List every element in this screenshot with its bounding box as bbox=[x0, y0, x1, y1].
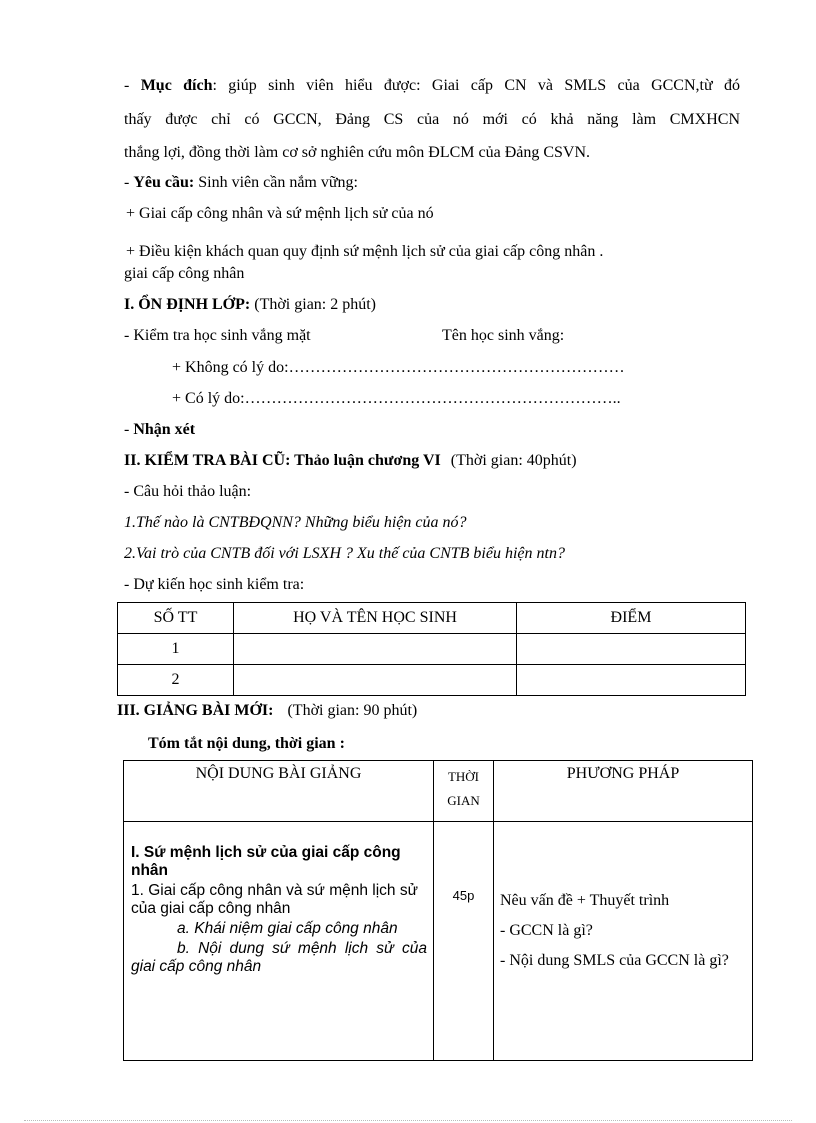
lesson-point-b: b. Nội dung sứ mệnh lịch sử của giai cấp công nhân bbox=[131, 940, 427, 975]
section1-time: (Thời gian: 2 phút) bbox=[250, 296, 377, 313]
lesson-table-header bbox=[124, 761, 753, 822]
question-2-text: 2.Vai trò của CNTB đối với LSXH ? Xu thế của CNTB biểu hiện ntn? bbox=[124, 545, 565, 562]
question-1 bbox=[124, 513, 467, 533]
table-header-row bbox=[118, 603, 746, 634]
section2-title: II. KIỂM TRA BÀI CŨ: Thảo luận chương VI bbox=[124, 452, 441, 469]
lesson-content-cell bbox=[124, 822, 434, 1061]
requirement-line: - Yêu cầu: Sinh viên cần nắm vững: bbox=[124, 174, 358, 191]
remark-line: - Nhận xét bbox=[124, 421, 196, 438]
questions-label: - Câu hỏi thảo luận: bbox=[124, 483, 252, 500]
requirement-item-2-cont: giai cấp công nhân bbox=[124, 265, 245, 282]
page-bottom-divider bbox=[24, 1120, 792, 1121]
purpose-line-3: thắng lợi, đồng thời làm cơ sở nghiên cứu môn ĐLCM của Đảng CSVN. bbox=[124, 144, 591, 161]
summary-label bbox=[148, 734, 345, 754]
col-header-time bbox=[434, 761, 494, 822]
col-header-content: NỘI DUNG BÀI GIẢNG bbox=[124, 761, 434, 822]
lesson-plan-table bbox=[123, 760, 753, 1061]
method-line-2: - GCCN là gì? bbox=[500, 922, 593, 939]
question-1-text: 1.Thế nào là CNTBĐQNN? Những biểu hiện của nó? bbox=[124, 514, 467, 531]
table-row bbox=[118, 634, 746, 665]
requirement-item-1: + Giai cấp công nhân và sứ mệnh lịch sử của nó bbox=[126, 205, 434, 222]
row-number: 1 bbox=[118, 634, 234, 665]
remark-label: Nhận xét bbox=[133, 421, 196, 438]
requirement-label: Yêu cầu: bbox=[133, 174, 195, 191]
section1-title: I. ỔN ĐỊNH LỚP: bbox=[124, 296, 251, 313]
lesson-table-row bbox=[124, 822, 753, 1061]
absent-names-label: Tên học sinh vắng: bbox=[442, 327, 565, 344]
col-header-no: SỐ TT bbox=[118, 603, 234, 634]
col-header-score: ĐIỂM bbox=[517, 603, 746, 634]
section3-heading bbox=[117, 701, 417, 721]
col-header-method: PHƯƠNG PHÁP bbox=[494, 761, 753, 822]
requirement-text: Sinh viên cần nắm vững: bbox=[194, 174, 358, 191]
expected-students-label: - Dự kiến học sinh kiểm tra: bbox=[124, 576, 305, 593]
student-name-cell bbox=[234, 665, 517, 696]
purpose-line-2: thấy được chỉ có GCCN, Đảng CS của nó mới có khả năng làm CMXHCN bbox=[124, 111, 740, 128]
method-line-1: Nêu vấn đề + Thuyết trình bbox=[500, 892, 670, 909]
score-cell bbox=[517, 634, 746, 665]
purpose-text-1: : giúp sinh viên hiểu được: Giai cấp CN và SMLS của GCCN,từ đó bbox=[212, 77, 741, 94]
lesson-point-a: a. Khái niệm giai cấp công nhân bbox=[177, 920, 398, 937]
section2-time: (Thời gian: 40phút) bbox=[450, 452, 577, 469]
lesson-method-cell bbox=[494, 822, 753, 1061]
with-reason-line: + Có lý do:…………………………………………………………….. bbox=[172, 390, 621, 407]
student-check-table bbox=[117, 602, 746, 696]
section3-time: (Thời gian: 90 phút) bbox=[287, 702, 418, 719]
purpose-label: Mục đích bbox=[140, 77, 213, 94]
row-number: 2 bbox=[118, 665, 234, 696]
section2-heading bbox=[124, 451, 577, 471]
requirement-item-2: + Điều kiện khách quan quy định sứ mệnh lịch sử của giai cấp công nhân . bbox=[126, 243, 604, 260]
section1-heading bbox=[124, 295, 376, 315]
col-header-name: HỌ VÀ TÊN HỌC SINH bbox=[234, 603, 517, 634]
attendance-check: - Kiểm tra học sinh vắng mặt bbox=[124, 327, 311, 344]
purpose-line-1: - Mục đích: giúp sinh viên hiểu được: Giai cấp CN và SMLS của GCCN,từ đó bbox=[124, 77, 741, 94]
question-2 bbox=[124, 544, 565, 564]
lesson-time-cell: 45p bbox=[434, 822, 494, 1061]
method-line-3: - Nội dung SMLS của GCCN là gì? bbox=[500, 952, 729, 969]
score-cell bbox=[517, 665, 746, 696]
section3-title: III. GIẢNG BÀI MỚI: bbox=[117, 702, 274, 719]
student-name-cell bbox=[234, 634, 517, 665]
table-row bbox=[118, 665, 746, 696]
summary-text: Tóm tắt nội dung, thời gian : bbox=[148, 735, 345, 752]
lesson-subheading: 1. Giai cấp công nhân và sứ mệnh lịch sử của giai cấp công nhân bbox=[131, 882, 418, 917]
col-header-time-line-1: THỜI bbox=[447, 769, 480, 784]
no-reason-line: + Không có lý do:……………………………………………………… bbox=[172, 359, 625, 376]
lesson-heading: I. Sứ mệnh lịch sử của giai cấp công nhân bbox=[131, 844, 401, 879]
col-header-time-line-2: GIAN bbox=[447, 793, 480, 808]
